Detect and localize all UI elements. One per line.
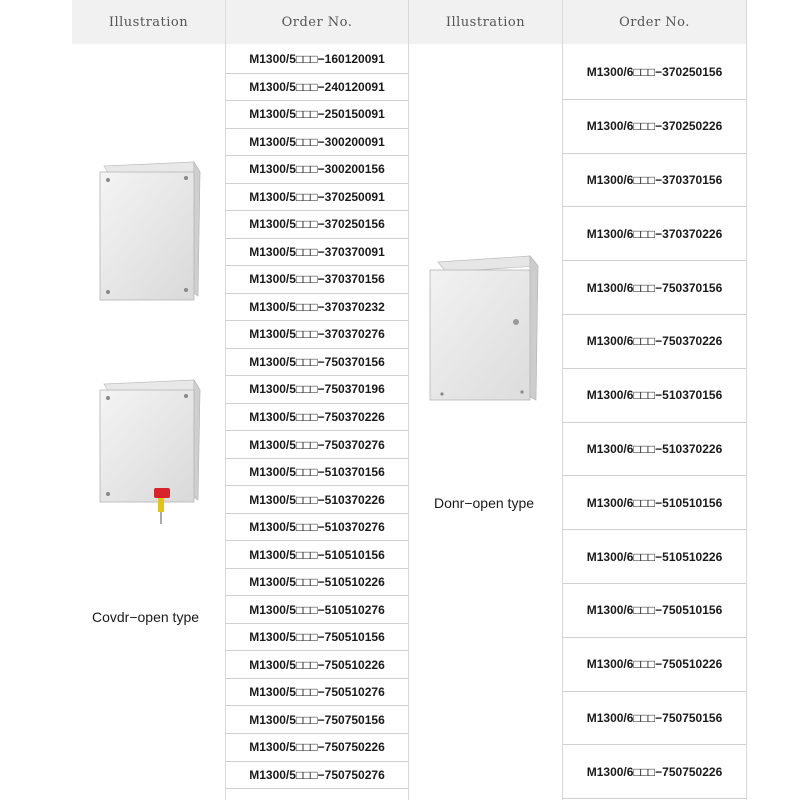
order-cell-left: M1300/5□□□−300200091 [226,129,408,157]
order-cell-left: M1300/5□□□−370250156 [226,211,408,239]
order-cell-left: M1300/5□□□−370370156 [226,266,408,294]
order-cell-right: M1300/6□□□−750510226 [563,638,746,692]
order-cell-left: M1300/5□□□−750370156 [226,349,408,377]
order-cell-left: M1300/5□□□−750370196 [226,376,408,404]
order-cell-left: M1300/5□□□−240120091 [226,74,408,102]
order-cell-left: M1300/5□□□−750750156 [226,706,408,734]
order-cell-left: M1300/5□□□−510370276 [226,514,408,542]
order-cell-left: M1300/5□□□−250150091 [226,101,408,129]
order-cell-right: M1300/6□□□−370250226 [563,100,746,154]
order-cell-left: M1300/5□□□−370250091 [226,184,408,212]
header-order-left: Order No. [226,0,408,44]
door-open-caption: Donr−open type [434,495,535,511]
header-illustration-right: Illustration [409,0,562,44]
order-cell-left: M1300/5□□□−510510276 [226,596,408,624]
order-cell-right: M1300/6□□□−370370156 [563,154,746,208]
order-cell-left: M1300/5□□□−370370232 [226,294,408,322]
order-cell-right: M1300/6□□□−750750226 [563,745,746,799]
order-cell-right: M1300/6□□□−750370226 [563,315,746,369]
order-cell-left: M1300/5□□□−300200156 [226,156,408,184]
order-cell-right: M1300/6□□□−510370156 [563,369,746,423]
order-cell-right: M1300/6□□□−370370226 [563,207,746,261]
order-cell-right: M1300/6□□□−750510156 [563,584,746,638]
order-cell-left: M1300/5□□□−510510156 [226,541,408,569]
cover-open-caption: Covdr−open type [92,609,200,625]
cover-open-enclosure-lock-image [90,378,210,528]
order-cell-left: M1300/5□□□−370370091 [226,239,408,267]
order-cell-left: M1300/5□□□−750750276 [226,762,408,790]
order-cell-right: M1300/6□□□−510510156 [563,476,746,530]
order-cell-right: M1300/6□□□−750370156 [563,261,746,315]
order-cell-right: M1300/6□□□−750750156 [563,692,746,746]
column-divider [746,0,747,800]
order-cell-left: M1300/5□□□−750510276 [226,679,408,707]
order-cell-right: M1300/6□□□−370250156 [563,46,746,100]
order-cell-left: M1300/5□□□−370370276 [226,321,408,349]
order-cell-left: M1300/5□□□−510370156 [226,459,408,487]
header-illustration-left: Illustration [72,0,225,44]
order-cell-left: M1300/5□□□−750510156 [226,624,408,652]
column-divider [408,0,409,800]
order-cell-left: M1300/5□□□−160120091 [226,46,408,74]
order-cell-right: M1300/6□□□−510370226 [563,423,746,477]
cover-open-enclosure-image [90,160,210,310]
order-cell-left: M1300/5□□□−750510226 [226,651,408,679]
order-cell-left: M1300/5□□□−510510226 [226,569,408,597]
order-cell-left: M1300/5□□□−750750226 [226,734,408,762]
order-cell-left: M1300/5□□□−750370226 [226,404,408,432]
order-cell-left: M1300/5□□□−510370226 [226,486,408,514]
order-cell-left: M1300/5□□□−750370276 [226,431,408,459]
door-open-enclosure-image [420,252,550,412]
order-cell-right: M1300/6□□□−510510226 [563,530,746,584]
header-order-right: Order No. [563,0,746,44]
